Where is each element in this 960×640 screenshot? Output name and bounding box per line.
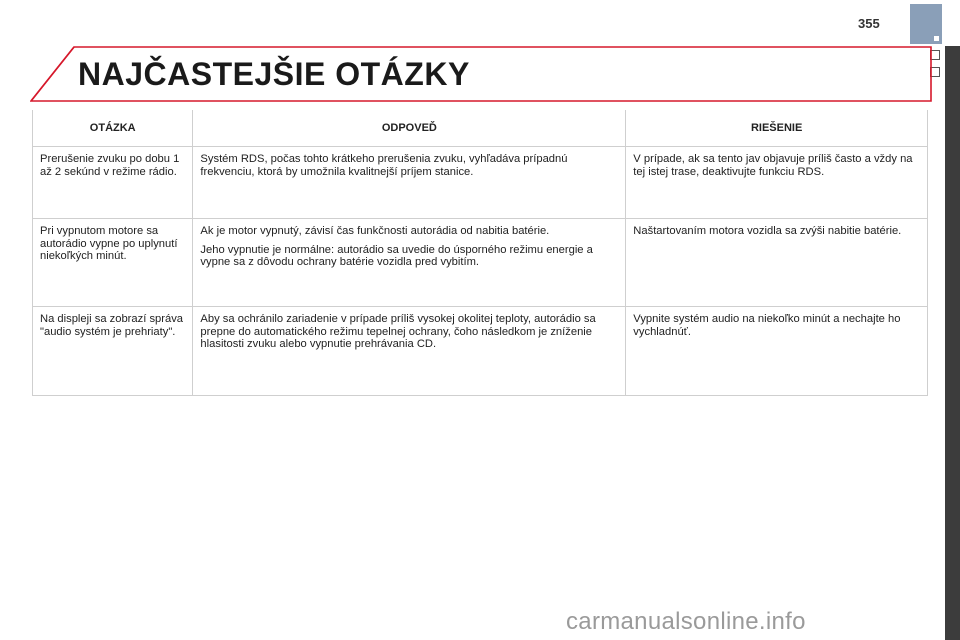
- section-tab: [910, 4, 942, 44]
- cell-answer: [193, 147, 626, 219]
- table-header-row: [33, 110, 928, 147]
- title-banner: [30, 46, 932, 102]
- cell-answer: [193, 307, 626, 396]
- cell-question: Prerušenie zvuku po dobu 1 až 2 sekúnd v režime rádio.: [33, 147, 193, 219]
- page-title: NAJČASTEJŠIE OTÁZKY: [78, 56, 470, 92]
- cell-solution: Naštartovaním motora vozidla sa zvýši nabitie batérie.: [626, 219, 928, 307]
- header-solution: RIEŠENIE: [626, 110, 928, 147]
- section-tab-marker: [934, 36, 939, 41]
- table-row: [33, 147, 928, 219]
- cell-answer: [193, 219, 626, 307]
- table-row: [33, 219, 928, 307]
- header-answer: ODPOVEĎ: [193, 110, 626, 147]
- answer-paragraph: Ak je motor vypnutý, závisí čas funkčnosti autorádia od nabitia batérie.: [200, 225, 550, 237]
- side-thumb-bar: [945, 46, 960, 640]
- cell-solution: V prípade, ak sa tento jav objavuje príliš často a vždy na tej istej trase, deaktivujte funkciu RDS.: [626, 147, 928, 219]
- table-row: [33, 307, 928, 396]
- answer-paragraph: Systém RDS, počas tohto krátkeho prerušenia zvuku, vyhľadáva prípadnú frekvenciu, ktorá by umožnila kvalitnejší príjem stanice.: [200, 153, 568, 178]
- cell-solution: Vypnite systém audio na niekoľko minút a nechajte ho vychladnúť.: [626, 307, 928, 396]
- answer-paragraph: Jeho vypnutie je normálne: autorádio sa uvedie do úsporného režimu energie a vypne sa z dôvodu ochrany batérie vozidla pred vybitím.: [200, 243, 593, 269]
- watermark-text: carmanualsonline.info: [566, 608, 806, 635]
- header-question: OTÁZKA: [33, 110, 193, 147]
- cell-question: Na displeji sa zobrazí správa "audio systém je prehriaty".: [33, 307, 193, 396]
- faq-table: [32, 110, 928, 396]
- page-number: 355: [858, 16, 880, 31]
- answer-paragraph: Aby sa ochránilo zariadenie v prípade príliš vysokej okolitej teploty, autorádio sa prepne do automatického režimu tepelnej ochrany, čoho následkom je zníženie hlasitosti zvuku alebo vypnutie prehrávania CD.: [200, 313, 596, 351]
- cell-question: Pri vypnutom motore sa autorádio vypne po uplynutí niekoľkých minút.: [33, 219, 193, 307]
